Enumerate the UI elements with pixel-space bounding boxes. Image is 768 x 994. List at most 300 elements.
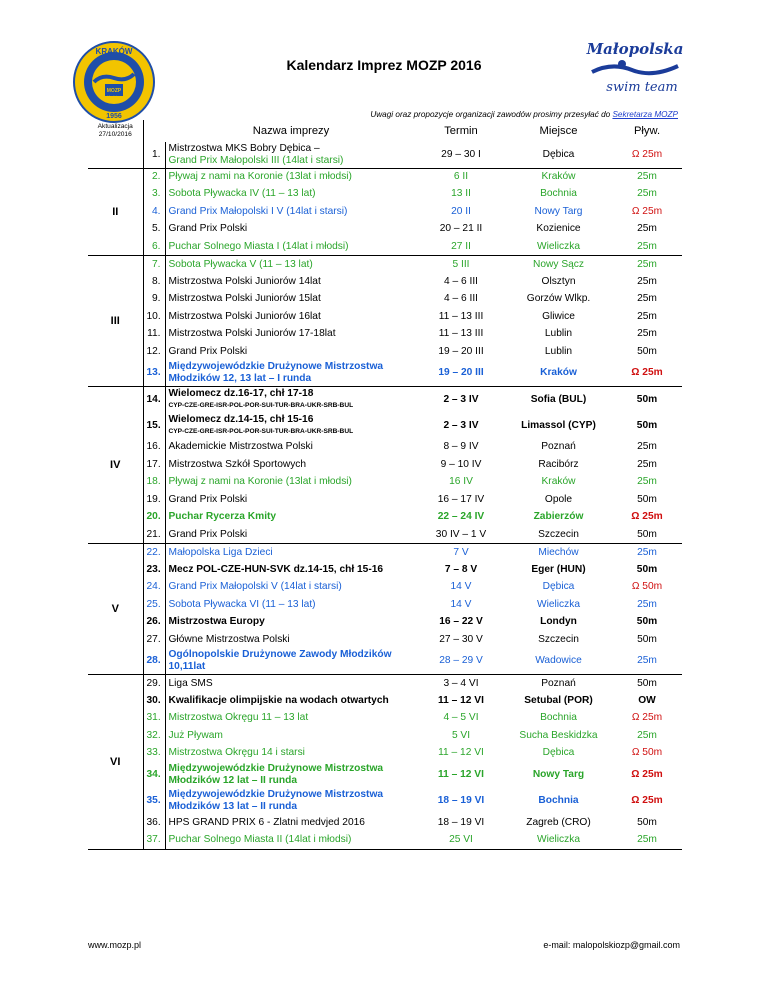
pool-value: Ω 50m <box>631 581 663 593</box>
logo-text-year: 1956 <box>106 113 122 120</box>
term-cell: 19 – 20 III <box>417 361 505 387</box>
term-cell: 28 – 29 V <box>417 649 505 675</box>
term-cell: 11 – 12 VI <box>438 747 484 759</box>
place-cell: Londyn <box>540 616 577 628</box>
event-name: Pływaj z nami na Koronie (13lat i młodsi) <box>168 476 352 488</box>
table-row <box>88 561 682 579</box>
name-cell <box>165 675 417 693</box>
place-cell: Kozienice <box>536 223 581 235</box>
event-name: Grand Prix Małopolski I V (14lat i starsi) <box>168 205 348 217</box>
table-row <box>88 256 682 274</box>
term-cell: 2 – 3 IV <box>443 419 479 431</box>
number-cell: 17. <box>143 456 165 474</box>
event-name: Grand Prix Małopolski V (14lat i starsi) <box>168 581 342 593</box>
number-cell: 9. <box>143 291 165 309</box>
table-row <box>88 439 682 457</box>
table-row <box>88 186 682 204</box>
logo-text-top: KRAKÓW <box>95 47 133 56</box>
name-cell <box>165 649 417 675</box>
number-cell: 19. <box>143 491 165 509</box>
place-cell: Zagreb (CRO) <box>526 816 591 828</box>
event-name: Ogólnopolskie Drużynowe Zawody Młodzików <box>168 649 392 661</box>
number-cell: 3. <box>143 186 165 204</box>
event-name: Międzywojewódzkie Drużynowe Mistrzostwa <box>168 361 384 373</box>
number-cell: 15. <box>143 413 165 439</box>
table-row <box>88 291 682 309</box>
event-name: Główne Mistrzostwa Polski <box>168 633 290 645</box>
month-cell: V <box>88 544 143 675</box>
event-name: Mistrzostwa MKS Bobry Dębica – <box>168 142 320 154</box>
update-label: Aktualizacja <box>97 123 133 130</box>
logo-text-mid1: MOZP <box>106 88 122 94</box>
pool-cell: 25m <box>612 832 682 850</box>
term-cell: 11 – 12 VI <box>438 694 484 706</box>
number-cell: 6. <box>143 238 165 256</box>
table-row <box>88 596 682 614</box>
table-row <box>88 343 682 361</box>
table-row <box>88 387 682 413</box>
event-name: Sobota Pływacka V (11 – 13 lat) <box>168 258 313 270</box>
pool-cell: 25m <box>637 275 657 287</box>
pool-cell: 25m <box>612 238 682 256</box>
place-cell: Lublin <box>544 328 573 340</box>
number-cell: 8. <box>143 273 165 291</box>
name-cell <box>165 439 417 457</box>
term-cell: 2 – 3 IV <box>443 393 479 405</box>
name-cell <box>165 491 417 509</box>
name-cell <box>165 168 417 186</box>
name-cell <box>165 614 417 632</box>
place-cell: Kraków <box>541 171 576 182</box>
event-name: Mistrzostwa Polski Juniorów 16lat <box>168 310 321 322</box>
table-row <box>88 509 682 527</box>
event-name: Mistrzostwa Okręgu 11 – 13 lat <box>168 712 309 724</box>
pool-cell: 50m <box>637 633 657 645</box>
number-cell: 20. <box>143 509 165 527</box>
number-cell: 21. <box>143 526 165 544</box>
event-name: Międzywojewódzkie Drużynowe Mistrzostwa <box>168 763 384 774</box>
event-name: Mistrzostwa Szkół Sportowych <box>168 458 307 470</box>
month-cell: VI <box>88 675 143 850</box>
event-name: Już Pływam <box>168 729 223 741</box>
term-cell: 18 – 19 VI <box>437 795 485 806</box>
event-name-line2: 10,11lat <box>168 661 206 673</box>
term-cell: 7 V <box>453 546 469 558</box>
number-cell: 5. <box>143 221 165 239</box>
col-term-header: Termin <box>444 125 478 137</box>
number-cell: 28. <box>143 649 165 675</box>
pool-cell: 50m <box>636 563 658 575</box>
term-cell: 16 – 22 V <box>439 616 483 628</box>
update-cell <box>88 120 143 142</box>
event-name: Wielomecz dz.16-17, chł 17-18 <box>168 387 314 399</box>
name-cell <box>165 832 417 850</box>
table-row <box>88 745 682 763</box>
term-cell: 22 – 24 IV <box>437 511 485 523</box>
place-cell: Wieliczka <box>505 238 612 256</box>
table-row <box>88 727 682 745</box>
name-cell <box>165 631 417 649</box>
place-cell: Nowy Targ <box>534 205 583 217</box>
number-cell: 11. <box>143 326 165 344</box>
name-cell <box>165 387 417 413</box>
table-row <box>88 710 682 728</box>
pool-cell <box>612 142 682 168</box>
mozp-logo <box>72 40 156 124</box>
table-row <box>88 692 682 710</box>
term-cell: 25 VI <box>417 832 505 850</box>
pool-cell: 25m <box>637 223 657 235</box>
place-cell: Gliwice <box>542 310 575 322</box>
name-cell <box>165 413 417 439</box>
pool-value: Ω 25m <box>631 795 663 806</box>
number-cell: 33. <box>143 745 165 763</box>
pool-cell: 50m <box>636 616 658 628</box>
number-cell: 35. <box>143 788 165 814</box>
number-cell: 37. <box>143 832 165 850</box>
event-name: HPS GRAND PRIX 6 - Zlatni medvjed 2016 <box>168 816 365 828</box>
month-cell: III <box>88 256 143 387</box>
place-cell: Poznań <box>541 677 576 689</box>
pool-cell <box>612 788 682 814</box>
term-cell: 4 – 5 VI <box>443 712 479 724</box>
submission-note <box>370 110 678 119</box>
name-cell <box>165 256 417 274</box>
place-cell: Gorzów Wlkp. <box>526 293 591 305</box>
pool-value: Ω 25m <box>631 769 663 780</box>
event-name: Mistrzostwa Polski Juniorów 15lat <box>168 293 321 305</box>
table-row <box>88 631 682 649</box>
term-cell: 13 II <box>451 188 471 200</box>
place-cell: Eger (HUN) <box>531 563 586 575</box>
table-row <box>88 614 682 632</box>
event-name: Puchar Solnego Miasta II (14lat i młodsi) <box>168 834 352 845</box>
term-cell: 29 – 30 I <box>417 142 505 168</box>
term-cell: 16 IV <box>449 476 473 488</box>
event-name: Mistrzostwa Okręgu 14 i starsi <box>168 747 305 759</box>
event-name-line2: Młodzików 12, 13 lat – I runda <box>168 373 312 385</box>
place-cell: Sofia (BUL) <box>530 393 587 405</box>
footer-website[interactable]: www.mozp.pl <box>88 940 142 950</box>
number-cell: 31. <box>143 710 165 728</box>
name-cell <box>165 710 417 728</box>
event-name: Grand Prix Polski <box>168 345 248 357</box>
name-cell <box>165 142 417 168</box>
number-cell: 2. <box>143 168 165 186</box>
place-cell: Wieliczka <box>536 598 581 610</box>
pool-cell: 25m <box>637 188 657 200</box>
event-name: Sobota Pływacka VI (11 – 13 lat) <box>168 598 316 610</box>
table-row <box>88 526 682 544</box>
name-cell <box>165 203 417 221</box>
event-name: Grand Prix Polski <box>168 223 248 235</box>
number-cell: 1. <box>143 142 165 168</box>
logo-right-line1: Małopolska <box>586 40 684 58</box>
update-date: 27/10/2016 <box>98 131 132 138</box>
number-cell: 26. <box>143 614 165 632</box>
pool-cell: 50m <box>637 345 657 357</box>
pool-cell: 50m <box>637 677 657 689</box>
pool-cell <box>612 509 682 527</box>
place-cell: Wieliczka <box>505 832 612 850</box>
number-cell: 27. <box>143 631 165 649</box>
event-name: Małopolska Liga Dzieci <box>168 546 273 558</box>
place-cell: Bochnia <box>540 712 577 724</box>
event-name-line2: Grand Prix Małopolski III (14lat i starsi) <box>168 154 344 166</box>
table-row <box>88 788 682 814</box>
pool-value: Ω 25m <box>631 205 663 217</box>
term-cell: 8 – 9 IV <box>443 441 479 453</box>
number-cell: 13. <box>143 361 165 387</box>
place-cell: Bochnia <box>538 795 579 806</box>
number-cell: 16. <box>143 439 165 457</box>
name-cell <box>165 526 417 544</box>
month-cell <box>88 142 143 168</box>
event-name-line2: CYP-CZE-GRE-ISR-POL-POR-SUI-TUR-BRA-UKR-SRB-BUL <box>168 401 354 409</box>
name-cell <box>165 361 417 387</box>
table-row <box>88 221 682 239</box>
pool-cell: 25m <box>637 310 657 322</box>
place-cell: Nowy Targ <box>532 769 585 780</box>
name-cell <box>165 238 417 256</box>
pool-cell: 25m <box>637 293 657 305</box>
secretary-link[interactable]: Sekretarza MOZP <box>612 110 678 119</box>
table-row <box>88 675 682 693</box>
pool-cell <box>612 579 682 597</box>
term-cell: 27 II <box>417 238 505 256</box>
number-cell: 10. <box>143 308 165 326</box>
term-cell: 30 IV – 1 V <box>417 526 505 544</box>
place-cell: Racibórz <box>538 458 579 470</box>
pool-cell: 50m <box>637 816 657 828</box>
event-name: Akademickie Mistrzostwa Polski <box>168 441 313 453</box>
term-cell: 9 – 10 IV <box>440 458 482 470</box>
name-cell <box>165 561 417 579</box>
event-name: Mecz POL-CZE-HUN-SVK dz.14-15, chł 15-16 <box>168 563 384 575</box>
name-cell <box>165 544 417 562</box>
number-cell: 22. <box>143 544 165 562</box>
event-name-line2: Młodzików 13 lat – II runda <box>168 801 297 812</box>
term-cell: 11 – 13 III <box>438 310 484 322</box>
number-cell: 34. <box>143 762 165 788</box>
event-name: Kwalifikacje olimpijskie na wodach otwartych <box>168 694 389 706</box>
table-row <box>88 203 682 221</box>
event-name: Liga SMS <box>168 677 213 689</box>
name-cell <box>165 343 417 361</box>
place-cell: Dębica <box>542 581 575 593</box>
place-cell: Olsztyn <box>541 275 576 287</box>
name-cell <box>165 291 417 309</box>
event-name: Grand Prix Polski <box>168 528 248 540</box>
event-name: Puchar Rycerza Kmity <box>168 511 277 523</box>
place-cell: Dębica <box>505 142 612 168</box>
pool-cell: 25m <box>637 729 657 741</box>
number-cell: 18. <box>143 474 165 492</box>
table-row <box>88 544 682 562</box>
pool-cell: 50m <box>636 419 658 431</box>
pool-cell: 25m <box>637 546 657 558</box>
place-cell: Kraków <box>505 361 612 387</box>
col-place-header: Miejsce <box>539 125 578 137</box>
pool-cell <box>612 203 682 221</box>
table-row <box>88 762 682 788</box>
number-cell: 14. <box>143 387 165 413</box>
term-cell: 3 – 4 VI <box>443 677 479 689</box>
term-cell: 11 – 12 VI <box>438 769 484 780</box>
pool-value: Ω 25m <box>631 511 663 523</box>
table-row <box>88 361 682 387</box>
event-name: Mistrzostwa Polski Juniorów 14lat <box>168 275 321 287</box>
pool-cell: 25m <box>637 328 657 340</box>
name-cell <box>165 474 417 492</box>
number-cell: 30. <box>143 692 165 710</box>
pool-cell: 25m <box>612 649 682 675</box>
pool-value: Ω 25m <box>631 712 663 724</box>
event-name: Sobota Pływacka IV (11 – 13 lat) <box>168 188 316 200</box>
event-name-line2: Młodzików 12 lat – II runda <box>168 775 297 786</box>
event-name: Pływaj z nami na Koronie (13lat i młodsi) <box>168 171 352 182</box>
page-title: Kalendarz Imprez MOZP 2016 <box>286 57 482 73</box>
pool-cell <box>612 745 682 763</box>
place-cell: Limassol (CYP) <box>521 419 596 431</box>
table-row <box>88 238 682 256</box>
pool-value: Ω 25m <box>631 148 663 160</box>
term-cell: 20 – 21 II <box>439 223 483 235</box>
name-cell <box>165 308 417 326</box>
pool-cell: 25m <box>637 258 657 270</box>
place-cell: Setubal (POR) <box>524 694 593 706</box>
pool-cell <box>612 361 682 387</box>
col-number-header <box>143 120 165 142</box>
pool-cell <box>612 710 682 728</box>
col-name-header: Nazwa imprezy <box>252 125 330 137</box>
term-cell: 7 – 8 V <box>444 563 478 575</box>
number-cell: 7. <box>143 256 165 274</box>
table-row <box>88 814 682 832</box>
table-row <box>88 649 682 675</box>
table-row <box>88 832 682 850</box>
table-row <box>88 168 682 186</box>
number-cell: 29. <box>143 675 165 693</box>
place-cell: Szczecin <box>505 526 612 544</box>
term-cell: 14 V <box>450 581 472 593</box>
term-cell: 20 II <box>451 205 471 217</box>
number-cell: 25. <box>143 596 165 614</box>
events-table <box>88 120 682 850</box>
place-cell: Poznań <box>541 441 576 453</box>
table-row <box>88 474 682 492</box>
place-cell: Kraków <box>541 476 576 488</box>
term-cell: 27 – 30 V <box>439 633 483 645</box>
pool-value: Ω 25m <box>631 367 663 379</box>
place-cell: Opole <box>544 493 573 505</box>
term-cell: 4 – 6 III <box>444 275 478 287</box>
name-cell <box>165 326 417 344</box>
table-row <box>88 456 682 474</box>
number-cell: 23. <box>143 561 165 579</box>
event-name-line2: CYP-CZE-GRE-ISR-POL-POR-SUI-TUR-BRA-UKR-SRB-BUL <box>168 427 354 435</box>
place-cell: Bochnia <box>540 188 577 200</box>
event-name: Międzywojewódzkie Drużynowe Mistrzostwa <box>168 789 384 800</box>
table-row <box>88 413 682 439</box>
logo-right-line2: swim team <box>606 80 678 95</box>
table-row <box>88 142 682 168</box>
logo-text-mid2: Kraków <box>107 94 121 99</box>
table-row <box>88 579 682 597</box>
name-cell <box>165 762 417 788</box>
table-row <box>88 326 682 344</box>
pool-cell: 50m <box>636 393 658 405</box>
term-cell: 19 – 20 III <box>438 345 484 357</box>
name-cell <box>165 509 417 527</box>
name-cell <box>165 727 417 745</box>
place-cell: Szczecin <box>538 633 579 645</box>
event-name: Grand Prix Polski <box>168 493 248 505</box>
table-row <box>88 491 682 509</box>
event-name: Wielomecz dz.14-15, chł 15-16 <box>168 413 314 425</box>
pool-cell <box>612 762 682 788</box>
place-cell: Nowy Sącz <box>533 258 584 270</box>
place-cell: Lublin <box>544 345 573 357</box>
pool-cell: 50m <box>637 493 657 505</box>
term-cell: 16 – 17 IV <box>437 493 485 505</box>
event-name: Mistrzostwa Europy <box>168 616 265 628</box>
event-name: Mistrzostwa Polski Juniorów 17-18lat <box>168 328 336 340</box>
name-cell <box>165 273 417 291</box>
name-cell <box>165 221 417 239</box>
note-text: Uwagi oraz propozycje organizacji zawodów prosimy przesyłać do <box>370 110 611 119</box>
pool-value: Ω 50m <box>631 747 663 759</box>
place-cell: Wadowice <box>505 649 612 675</box>
term-cell: 5 III <box>452 258 470 270</box>
table-row <box>88 308 682 326</box>
term-cell: 14 V <box>450 598 472 610</box>
month-cell: IV <box>88 387 143 544</box>
pool-cell: 25m <box>637 458 657 470</box>
number-cell: 32. <box>143 727 165 745</box>
name-cell <box>165 456 417 474</box>
pool-cell: 25m <box>637 598 657 610</box>
number-cell: 4. <box>143 203 165 221</box>
name-cell <box>165 814 417 832</box>
pool-cell: 25m <box>637 171 657 182</box>
term-cell: 6 II <box>453 171 469 182</box>
month-cell: II <box>88 168 143 256</box>
number-cell: 24. <box>143 579 165 597</box>
col-pool-header: Pływ. <box>633 125 661 137</box>
name-cell <box>165 745 417 763</box>
number-cell: 36. <box>143 814 165 832</box>
place-cell: Zabierzów <box>533 511 584 523</box>
table-row <box>88 273 682 291</box>
place-cell: Miechów <box>538 546 579 558</box>
pool-cell: 25m <box>637 441 657 453</box>
number-cell: 12. <box>143 343 165 361</box>
term-cell: 5 VI <box>451 729 471 741</box>
pool-cell: OW <box>638 694 656 706</box>
pool-cell: 50m <box>612 526 682 544</box>
name-cell <box>165 596 417 614</box>
name-cell <box>165 579 417 597</box>
name-cell <box>165 186 417 204</box>
place-cell: Sucha Beskidzka <box>519 729 598 741</box>
pool-cell: 25m <box>637 476 657 488</box>
event-name: Puchar Solnego Miasta I (14lat i młodsi) <box>168 240 349 252</box>
name-cell <box>165 788 417 814</box>
term-cell: 18 – 19 VI <box>437 816 485 828</box>
term-cell: 4 – 6 III <box>444 293 478 305</box>
footer-email[interactable]: e-mail: malopolskiozp@gmail.com <box>543 940 680 950</box>
